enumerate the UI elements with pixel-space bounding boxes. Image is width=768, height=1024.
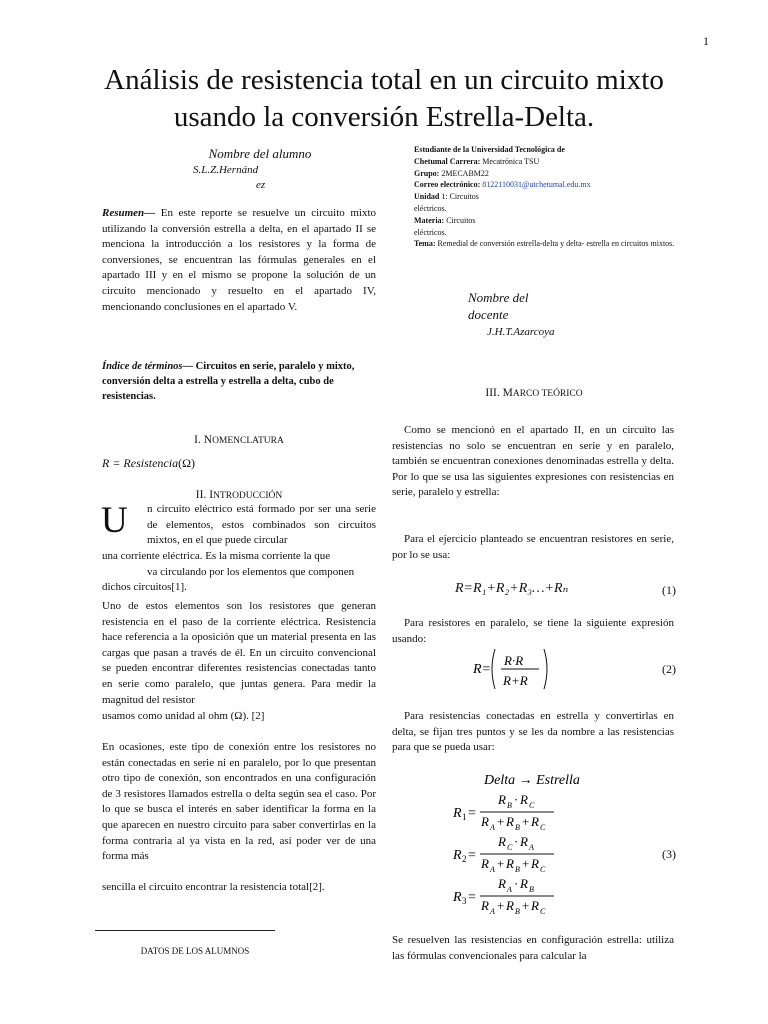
svg-text:A: A (490, 907, 495, 916)
svg-text:R: R (453, 806, 462, 821)
svg-text:=: = (468, 890, 476, 905)
student-info: Estudiante de la Universidad Tecnológica de Chetumal Carrera: Mecatrónica TSU Grupo: 2MECABM22 Correo electrónico: 8122110031@utchetumal.edu.mx Unidad 1: Circuitos eléctricos. Materia: Circuitos eléctricos. Tema: Remedial de conversión estrella-delta y delta- estrella en circuitos mixtos. (414, 145, 675, 249)
svg-text:C: C (529, 801, 535, 810)
abstract-text: En este reporte se resuelve un circuito mixto utilizando la conversión estrella a delta, en el apartado II se menciona la introducción a los resistores y la forma de conversiones, se encuentran las fórmulas generales en el apartado III y en el mismo se propone la solución de un circuito mencionado y resuelto en el apartado IV, mencionando conclusiones en el apartado V. (102, 207, 376, 313)
nomenclature-unit: (Ω) (178, 456, 195, 470)
svg-text:+: + (522, 814, 530, 829)
author-label: Nombre del alumno (208, 146, 312, 161)
svg-text:R: R (481, 898, 489, 913)
svg-text:R: R (531, 814, 539, 829)
eq3-r3 (452, 876, 554, 916)
svg-text:R: R (481, 856, 489, 871)
eq3-r1 (452, 792, 554, 832)
author-name: S.L.Z.Hernánd (193, 164, 259, 176)
svg-text:R: R (506, 814, 514, 829)
svg-text:B: B (507, 801, 512, 810)
section-heading-nomenclatura: I. NOMENCLATURA (194, 434, 284, 446)
svg-text:C: C (540, 907, 546, 916)
eq2-lhs: R= (473, 662, 491, 677)
section-heading-introduccion: II. INTRODUCCIÓN (195, 489, 283, 501)
svg-text:+: + (522, 856, 530, 871)
footnote-divider (95, 930, 275, 931)
eq3-r2 (452, 834, 554, 874)
svg-text:+: + (497, 856, 505, 871)
equation-number-3: (3) (662, 847, 676, 861)
svg-text:R: R (498, 834, 506, 849)
nomenclature-formula (102, 456, 195, 471)
svg-text:R: R (481, 814, 489, 829)
section-heading-marco-teorico: III. MARCO TEÓRICO (485, 387, 583, 399)
svg-text:R: R (506, 898, 514, 913)
eq3-heading: Delta → Estrella (484, 773, 580, 788)
drop-cap: U (101, 500, 128, 541)
equation-1: R=R₁+R₂+R₃…+Rₙ (455, 581, 569, 596)
svg-text:B: B (529, 885, 534, 894)
abstract-lead: Resumen— (102, 207, 156, 219)
svg-text:+: + (497, 898, 505, 913)
intro-line: usamos como unidad al ohm (Ω). [2] (102, 710, 265, 722)
intro-line: dichos circuitos[1]. (102, 581, 187, 593)
svg-text:R: R (506, 856, 514, 871)
eq2-left-paren (492, 649, 495, 689)
eq2-numerator: R·R (504, 653, 524, 668)
footnote: DATOS DE LOS ALUMNOS (140, 946, 250, 956)
intro-paragraph-2: Uno de estos elementos son los resistores que generan resistencia en el paso de la corriente eléctrica. Resistencia hace referencia a la oposición que un material presenta en las cargas que pasan a través de él. En un circuito convencional se pueden encontrar diferentes resistencias conectadas tanto en serie como paralelo, que juntas genera. Para medir la magnitud del resistor (102, 600, 376, 706)
svg-text:R: R (453, 890, 462, 905)
intro-paragraph-3: En ocasiones, este tipo de conexión entre los resistores no están conectadas en serie ni en paralelo, por lo que presentan otro tipo de conexión, son encontrados en una configuración de 3 resistores llamados estrella o delta según sea el caso. Por lo que se busca el interés en saber identificar la forma en la que aparecen en nuestro circuito para saber convertirlas en la forma contraria al ya vista en la red, así poder ver de una forma más (102, 741, 376, 863)
marco-paragraph-5: Se resuelven las resistencias en configuración estrella: utiliza las fórmulas convencionales para calcular la (392, 934, 674, 962)
equation-2 (445, 645, 555, 693)
svg-text:C: C (540, 865, 546, 874)
intro-line: sencilla el circuito encontrar la resistencia total[2]. (102, 881, 325, 893)
svg-text:R: R (498, 792, 506, 807)
page-number: 1 (703, 34, 709, 48)
svg-text:R: R (520, 876, 528, 891)
svg-text:·: · (514, 792, 519, 807)
svg-text:C: C (507, 843, 513, 852)
svg-text:R: R (520, 834, 528, 849)
marco-paragraph-2: Para el ejercicio planteado se encuentran resistores en serie, por lo se usa: (392, 533, 674, 561)
eq2-right-paren (544, 649, 547, 689)
svg-text:·: · (514, 834, 519, 849)
svg-text:R: R (531, 898, 539, 913)
svg-text:1: 1 (462, 812, 467, 822)
svg-text:R: R (453, 848, 462, 863)
svg-text:2: 2 (462, 854, 467, 864)
email-link[interactable]: 8122110031@utchetumal.edu.mx (482, 180, 591, 190)
svg-text:+: + (522, 898, 530, 913)
svg-text:·: · (514, 876, 519, 891)
svg-text:R: R (520, 792, 528, 807)
marco-paragraph-4: Para resistencias conectadas en estrella y convertirlas en delta, se fijan tres puntos y se les da nombre a las resistencias para que se pueda usar: (392, 710, 674, 754)
svg-text:R: R (498, 876, 506, 891)
equation-number-1: (1) (662, 583, 676, 597)
svg-text:B: B (515, 907, 520, 916)
index-terms (102, 359, 376, 404)
svg-text:B: B (515, 823, 520, 832)
index-terms-text: Circuitos en serie, paralelo y mixto, conversión delta a estrella y estrella a delta, cubo de resistencias. (102, 361, 355, 402)
index-terms-lead: Índice de términos— (102, 361, 193, 372)
svg-text:3: 3 (462, 896, 467, 906)
paper-title: Análisis de resistencia total en un circuito mixto usando la conversión Estrella-Delta. (104, 64, 664, 133)
svg-text:R: R (531, 856, 539, 871)
teacher-label: Nombre del docente (468, 290, 529, 322)
teacher-name: J.H.T.Azarcoya (487, 326, 555, 338)
svg-text:A: A (507, 885, 512, 894)
marco-paragraph-3: Para resistores en paralelo, se tiene la siguiente expresión usando: (392, 617, 674, 645)
svg-text:C: C (540, 823, 546, 832)
author-name-continuation: ez (256, 179, 266, 191)
nomenclature-lhs: R = Resistencia (102, 456, 179, 470)
svg-text:A: A (490, 865, 495, 874)
intro-paragraph-1: n circuito eléctrico está formado por ser una serie de elementos, estos combinados son circuitos mixtos, en el que puede circular (147, 503, 376, 547)
eq2-denominator: R+R (503, 673, 528, 688)
svg-text:B: B (515, 865, 520, 874)
svg-text:A: A (490, 823, 495, 832)
svg-text:A: A (529, 843, 534, 852)
svg-text:+: + (497, 814, 505, 829)
marco-paragraph-1: Como se mencionó en el apartado II, en un circuito las resistencias no solo se encuentran en serie y en paralelo, también se encuentran conexiones denominadas estrella y delta. Por lo que se usa las siguientes expresiones con resistencias en serie, paralelo y estrella: (392, 424, 674, 499)
svg-text:=: = (468, 806, 476, 821)
svg-text:=: = (468, 848, 476, 863)
abstract (102, 206, 376, 315)
intro-line: una corriente eléctrica. Es la misma corriente la que (102, 550, 331, 562)
intro-line: va circulando por los elementos que componen (147, 566, 355, 578)
equation-3 (450, 768, 610, 918)
equation-number-2: (2) (662, 662, 676, 676)
